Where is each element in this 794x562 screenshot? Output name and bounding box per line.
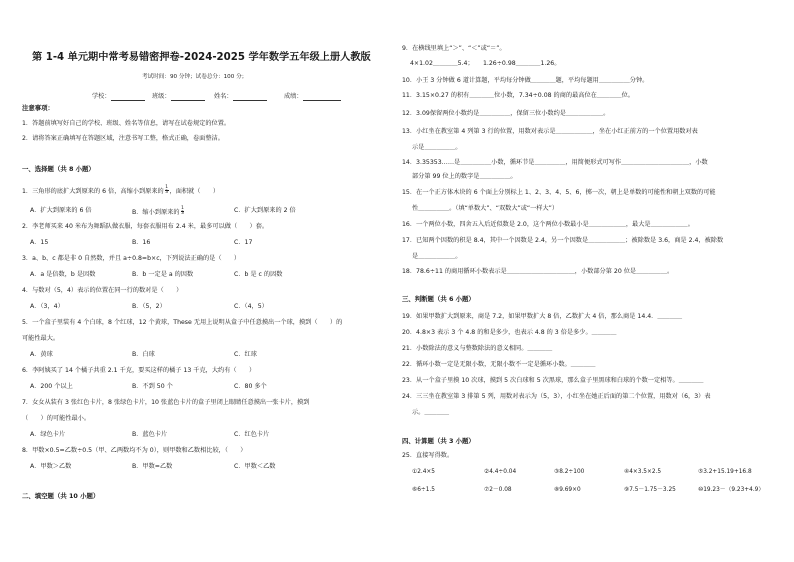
question-text: 8．甲数×0.5=乙数÷0.5（甲、乙两数均不为 0），则甲数和乙数相比较，（ ） [22, 447, 247, 454]
section-judge-title: 三、判断题（共 6 小题） [402, 295, 475, 303]
student-field-blank[interactable] [303, 93, 341, 101]
question-text-cont: 可能性最大。 [22, 335, 60, 342]
notice-item: 1．答题前填写好自己的学校、班级、姓名等信息，请写在试卷规定的位置。 [22, 120, 231, 127]
option-label: C．甲数＜乙数 [234, 463, 276, 470]
choice-option[interactable] [234, 207, 296, 215]
option-label: B．不到 50 个 [132, 383, 173, 390]
choice-option[interactable] [234, 271, 283, 279]
choice-question-7 [22, 399, 309, 407]
student-field-label: 成绩： [284, 93, 303, 100]
option-label: C．80 多个 [234, 383, 267, 390]
student-field-2 [214, 93, 267, 101]
option-label: A．扩大到原来的 6 倍 [30, 207, 92, 214]
choice-option[interactable] [30, 463, 71, 471]
option-label: B．16 [132, 239, 151, 246]
fill-line: 12．3.09保留两位小数约是＿＿＿＿＿，保留三位小数约是＿＿＿＿＿＿。 [402, 110, 610, 117]
option-label: A．甲数＞乙数 [30, 463, 72, 470]
section-calc-title: 四、计算题（共 3 小题） [402, 437, 475, 445]
calc-question-25: 25．直接写得数。 [402, 452, 454, 459]
fill-line: 部分第 99 位上的数字是＿＿＿＿＿。 [412, 173, 517, 180]
section-fill-title: 二、填空题（共 10 小题） [22, 492, 100, 500]
option-label: A．（3，4） [30, 303, 64, 310]
option-label: C．17 [234, 239, 253, 246]
calc-item: ①2.4×5 [412, 469, 435, 475]
student-field-label: 姓名： [214, 93, 233, 100]
choice-option[interactable] [234, 351, 257, 359]
option-label: B．缩小到原来的 [132, 208, 180, 216]
option-label: A．黄球 [30, 351, 53, 358]
question-text: 1．三角形的底扩大到原来的 6 倍，高缩小到原来的 [22, 187, 164, 195]
choice-option[interactable] [30, 271, 95, 279]
calc-item: ⑦2－0.08 [484, 487, 512, 493]
fill-line: 性＿＿＿＿＿。（填“单数大”、“双数大”或“一样大”） [412, 205, 559, 212]
choice-option[interactable] [132, 351, 155, 359]
question-text: 3．a、b、c 都是非 0 自然数，并且 a÷0.8=b×c，下列说法正确的是（ ） [22, 255, 241, 262]
choice-option[interactable] [30, 351, 53, 359]
option-label: B．白球 [132, 351, 155, 358]
judge-question: 19．如果甲数扩大到原来，商是 7.2，如果甲数扩大 8 倍，乙数扩大 4 倍，那么商是 14.4．＿＿＿＿ [402, 313, 683, 320]
choice-option[interactable] [132, 271, 193, 279]
question-text: 5．一个盒子里装有 4 个白球，8 个红球，12 个黄球，These 无用上说明从盒子中任意摸出一个球，摸到（ ）的 [22, 319, 343, 326]
choice-option[interactable] [30, 239, 48, 247]
calc-item: ⑨7.5－1.75－3.25 [624, 487, 676, 493]
calc-item: ⑩19.23－（9.23+4.9） [698, 487, 765, 493]
option-label: B．甲数=乙数 [132, 463, 173, 470]
exam-info: 考试时间：90 分钟；试卷总分：100 分； [142, 74, 248, 80]
judge-question: 示。＿＿＿＿ [412, 409, 450, 416]
choice-option[interactable] [234, 383, 267, 391]
section-choice-title: 一、选择题（共 8 小题） [22, 165, 95, 173]
notice-item: 2．请将答案正确填写在答题区域，注意书写工整，格式正确，卷面整洁。 [22, 135, 224, 142]
student-field-blank[interactable] [111, 93, 145, 101]
student-field-1 [152, 93, 205, 101]
calc-item: ⑥6÷1.5 [412, 487, 435, 493]
choice-option[interactable] [132, 463, 172, 471]
fraction-numerator: 1 [181, 206, 184, 211]
choice-question-1 [22, 186, 219, 196]
calc-item: ⑤3.2+15.19+16.8 [698, 469, 752, 475]
fill-line: 11．3.15×0.27 的积有＿＿＿＿位小数，7.34÷0.08 的商的最高位在＿＿＿＿位。 [402, 92, 634, 99]
choice-option[interactable] [30, 303, 64, 311]
choice-option[interactable] [132, 239, 150, 247]
question-text: 2．李老师买来 40 米布为舞蹈队做衣服，每套衣服用布 2.4 米，最多可以做（ ）套。 [22, 223, 269, 230]
choice-option[interactable] [132, 383, 173, 391]
choice-question-3 [22, 255, 240, 263]
question-text: ，面积就（ ） [169, 187, 220, 195]
fraction [165, 186, 169, 196]
option-label: B．b 一定是 a 的因数 [132, 271, 194, 278]
fill-line: 9．在横线里填上“＞”、“＜”或“＝”。 [402, 45, 506, 52]
choice-option[interactable] [30, 431, 65, 439]
question-text: 4．与数对（5，4）表示的位置在同一行的数对是（ ） [22, 287, 183, 294]
student-field-0 [92, 93, 145, 101]
option-label: C．扩大到原来的 2 倍 [234, 207, 296, 214]
calc-item: ②4.4÷0.04 [484, 469, 517, 475]
fill-line: 15．在一个正方体木块的 6 个面上分别标上 1、2、3、4、5、6，掷一次，朝上是单数的可能性和朝上双数的可能 [402, 189, 716, 196]
fill-line: 14．3.35353……是＿＿＿＿＿小数，循环节是＿＿＿＿＿，用简便形式可写作＿＿＿＿＿＿＿＿＿＿＿，小数 [402, 159, 708, 166]
fill-line: 16．一个两位小数，四舍五入后近似数是 2.0，这个两位小数最小是＿＿＿＿＿＿，最大是＿＿＿＿＿＿。 [402, 221, 694, 228]
option-label: C．b 是 c 的因数 [234, 271, 283, 278]
student-field-label: 班级： [152, 93, 171, 100]
choice-option[interactable] [234, 463, 275, 471]
choice-option[interactable] [30, 383, 73, 391]
option-label: C．（4，5） [234, 303, 268, 310]
option-label: C．红球 [234, 351, 257, 358]
judge-question: 21．小数除法的意义与整数除法的意义相同。＿＿＿＿ [402, 345, 553, 352]
fill-line: 4×1.02＿＿＿＿5.4； 1.26÷0.98＿＿＿＿1.26。 [410, 60, 561, 67]
question-text-cont: （ ）的可能性最小。 [22, 415, 91, 422]
question-text: 7．女女从装有 3 张红色卡片，8 张绿色卡片，10 张蓝色卡片的盒子里闭上眼睛任意摸出一张卡片，摸到 [22, 399, 310, 406]
choice-option[interactable] [234, 303, 268, 311]
fill-line: 是＿＿＿＿＿＿。 [412, 253, 462, 260]
calc-item: ③8.2÷100 [554, 469, 585, 475]
option-label: C．红色卡片 [234, 431, 270, 438]
choice-question-4 [22, 287, 182, 295]
choice-question-6 [22, 367, 255, 375]
calc-item: ④4×3.5×2.5 [624, 469, 662, 475]
student-field-label: 学校： [92, 93, 111, 100]
fill-line: 示是＿＿＿＿＿。 [412, 144, 462, 151]
calc-item: ⑧9.69×0 [554, 487, 581, 493]
judge-question: 22．循环小数一定是无限小数，无限小数不一定是循环小数。＿＿＿＿ [402, 361, 596, 368]
choice-option[interactable] [234, 431, 269, 439]
choice-question-8 [22, 447, 247, 455]
exam-title: 第 1-4 单元期中常考易错密押卷-2024-2025 学年数学五年级上册人教版 [32, 52, 371, 63]
fill-line: 17．已知两个因数的积是 8.4，其中一个因数是 2.4，另一个因数是＿＿＿＿＿＿；被除数是 3.6，商是 2.4，被除数 [402, 237, 724, 244]
choice-option[interactable] [30, 207, 92, 215]
judge-question: 23．从一个盒子里摸 10 次球，摸到 5 次白球和 5 次黑球，那么盒子里黑球和白球的个数一定相等。＿＿＿＿ [402, 377, 704, 384]
option-label: A．绿色卡片 [30, 431, 66, 438]
fill-line: 13．小红坐在教室第 4 列第 3 行的位置，用数对表示是＿＿＿＿＿＿，坐在小红正前方的一个位置用数对表 [402, 128, 698, 135]
judge-question: 24．三三坐在教室第 3 排第 5 列，用数对表示为（5，3），小红坐在她正后面的第二个位置，用数对（6，3）表 [402, 393, 711, 400]
option-label: A．200 个以上 [30, 383, 73, 390]
option-label: A．a 是倍数，b 是因数 [30, 271, 96, 278]
choice-question-5 [22, 319, 342, 327]
choice-option[interactable] [132, 431, 167, 439]
question-text: 6．李阿姨买了 14 个橘子共重 2.1 千克，要买这样的橘子 13 千克，大约有（ ） [22, 367, 256, 374]
fraction-denominator: 3 [165, 190, 169, 196]
fraction-numerator: 1 [165, 185, 169, 190]
fraction [181, 207, 185, 217]
choice-option[interactable] [132, 207, 185, 217]
choice-question-2 [22, 223, 268, 231]
fill-line: 10．小王 3 分钟做 6 道计算题，平均每分钟做＿＿＿＿题，平均每题用＿＿＿＿＿分钟。 [402, 77, 649, 84]
student-field-3 [284, 93, 341, 101]
fill-line: 18．78.6÷11 的商用循环小数表示是＿＿＿＿＿＿＿＿＿＿＿，小数部分第 20 位是＿＿＿＿＿。 [402, 268, 674, 275]
student-field-blank[interactable] [233, 93, 267, 101]
fraction-denominator: 3 [181, 211, 184, 217]
option-label: B．（5，2） [132, 303, 166, 310]
judge-question: 20．4.8×3 表示 3 个 4.8 的和是多少，也表示 4.8 的 3 倍是多少。＿＿＿＿ [402, 329, 617, 336]
choice-option[interactable] [234, 239, 252, 247]
option-label: B．蓝色卡片 [132, 431, 168, 438]
student-field-blank[interactable] [171, 93, 205, 101]
option-label: A．15 [30, 239, 49, 246]
notice-heading: 注意事项： [22, 104, 54, 112]
choice-option[interactable] [132, 303, 166, 311]
